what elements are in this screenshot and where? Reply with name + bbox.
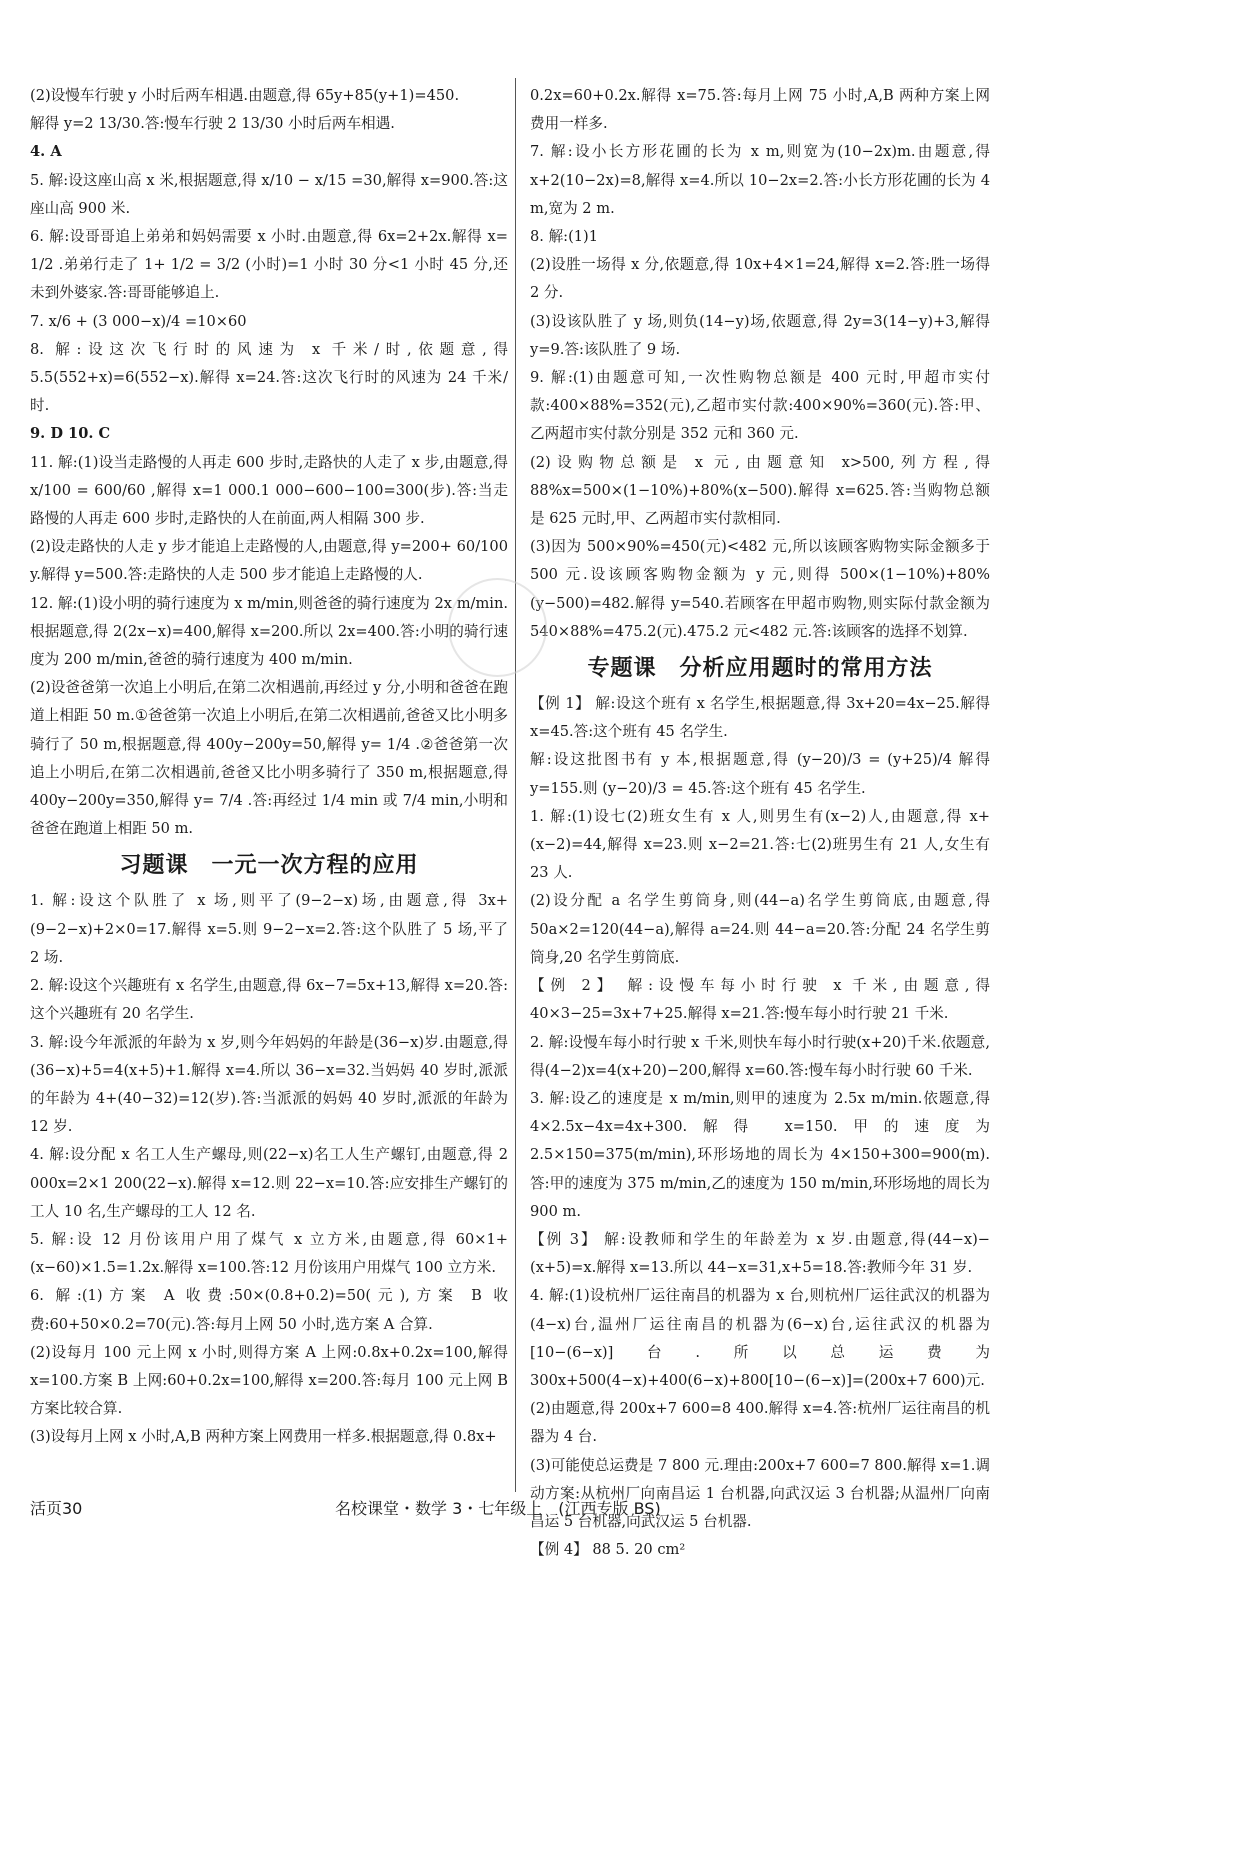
left-para-9: (2)设走路快的人走 y 步才能追上走路慢的人,由题意,得 y=200+ 60/100 y.解得 y=500.答:走路快的人走 500 步才能追上走路慢的人. <box>30 538 508 584</box>
right-para2-6: 3. 解:设乙的速度是 x m/min,则甲的速度为 2.5x m/min.依题意,得 4×2.5x−4x=4x+300.解得 x=150.甲的速度为 2.5×150=375(m/min),环形场地的周长为 4×150+300=900(m).答:甲的速度为 375 m/min,乙的速度为 150 m/min,环形场地的周长为 900 m. <box>530 1089 990 1220</box>
right-para2-4: 【例 2】 解:设慢车每小时行驶 x 千米,由题意,得 40×3−25=3x+7+25.解得 x=21.答:慢车每小时行驶 21 千米. <box>530 977 990 1023</box>
right-para2-0: 【例 1】 解:设这个班有 x 名学生,根据题意,得 3x+20=4x−25.解得 x=45.答:这个班有 45 名学生. <box>530 695 990 741</box>
left-para2-6: (2)设每月 100 元上网 x 小时,则得方案 A 上网:0.8x+0.2x=100,解得 x=100.方案 B 上网:60+0.2x=100,解得 x=200.答:每月 100 元上网 B 方案比较合算. <box>30 1343 508 1418</box>
right-para2-8: 4. 解:(1)设杭州厂运往南昌的机器为 x 台,则杭州厂运往武汉的机器为(4−x)台,温州厂运往南昌的机器为(6−x)台,运往武汉的机器为[10−(6−x)]台.所以总运费为 300x+500(4−x)+400(6−x)+800[10−(6−x)]=(200x+7 600)元. <box>530 1287 990 1389</box>
right-para2-1: 解:设这批图书有 y 本,根据题意,得 (y−20)/3 = (y+25)/4 解得 y=155.则 (y−20)/3 = 45.答:这个班有 45 名学生. <box>530 751 990 797</box>
page-number: 活页30 <box>30 1499 83 1518</box>
right-para-5: 9. 解:(1)由题意可知,一次性购物总额是 400 元时,甲超市实付款:400×88%=352(元),乙超市实付款:400×90%=360(元).答:甲、乙两超市实付款分别是 352 元和 360 元. <box>530 369 990 443</box>
right-para2-7: 【例 3】 解:设教师和学生的年龄差为 x 岁.由题意,得(44−x)−(x+5)=x.解得 x=13.所以 44−x=31,x+5=18.答:教师今年 31 岁. <box>530 1230 990 1277</box>
left-para-3: 5. 解:设这座山高 x 米,根据题意,得 x/10 − x/15 =30,解得 x=900.答:这座山高 900 米. <box>30 171 508 217</box>
left-para2-5: 6. 解:(1)方案 A 收费:50×(0.8+0.2)=50(元),方案 B 收费:60+50×0.2=70(元).答:每月上网 50 小时,选方案 A 合算. <box>30 1287 508 1333</box>
right-para-4: (3)设该队胜了 y 场,则负(14−y)场,依题意,得 2y=3(14−y)+3,解得 y=9.答:该队胜了 9 场. <box>530 312 990 358</box>
right-para2-10: (3)可能使总运费是 7 800 元.理由:200x+7 600=7 800.解得 x=1.调动方案:从杭州厂向南昌运 1 台机器,向武汉运 3 台机器;从温州厂向南昌运 5 台机器,向武汉运 5 台机器. <box>530 1456 990 1530</box>
right-para-3: (2)设胜一场得 x 分,依题意,得 10x+4×1=24,解得 x=2.答:胜一场得 2 分. <box>530 256 990 302</box>
left-para-1: 解得 y=2 13/30.答:慢车行驶 2 13/30 小时后两车相遇. <box>30 115 395 133</box>
left-para-2: 4. A <box>30 143 62 161</box>
section-title-exercise: 习题课 一元一次方程的应用 <box>119 853 419 879</box>
left-para2-3: 4. 解:设分配 x 名工人生产螺母,则(22−x)名工人生产螺钉,由题意,得 2 000x=2×1 200(22−x).解得 x=12.则 22−x=10.答:应安排生产螺钉的工人 10 名,生产螺母的工人 12 名. <box>30 1146 508 1220</box>
book-title: 名校课堂・数学 3・七年级上 (江西专版 BS) <box>335 1499 661 1518</box>
right-para-6: (2)设购物总额是 x 元,由题意知 x>500,列方程,得 88%x=500×(1−10%)+80%(x−500).解得 x=625.答:当购物总额是 625 元时,甲、乙两超市实付款相同. <box>530 453 990 528</box>
left-para-0: (2)设慢车行驶 y 小时后两车相遇.由题意,得 65y+85(y+1)=450. <box>30 87 460 104</box>
right-para2-5: 2. 解:设慢车每小时行驶 x 千米,则快车每小时行驶(x+20)千米.依题意,得(4−2)x=4(x+20)−200,解得 x=60.答:慢车每小时行驶 60 千米. <box>530 1033 990 1079</box>
right-column <box>530 82 990 1564</box>
right-para2-9: (2)由题意,得 200x+7 600=8 400.解得 x=4.答:杭州厂运往南昌的机器为 4 台. <box>530 1400 990 1446</box>
watermark-stamp <box>448 578 547 677</box>
right-para2-3: (2)设分配 a 名学生剪筒身,则(44−a)名学生剪筒底,由题意,得 50a×2=120(44−a),解得 a=24.则 44−a=20.答:分配 24 名学生剪筒身,20 名学生剪筒底. <box>530 892 990 966</box>
left-para-5: 7. x/6 + (3 000−x)/4 =10×60 <box>30 312 247 330</box>
left-column <box>30 82 508 1452</box>
right-para-0: 0.2x=60+0.2x.解得 x=75.答:每月上网 75 小时,A,B 两种方案上网费用一样多. <box>530 87 990 133</box>
left-para2-0: 1. 解:设这个队胜了 x 场,则平了(9−2−x)场,由题意,得 3x+(9−2−x)+2×0=17.解得 x=5.则 9−2−x=2.答:这个队胜了 5 场,平了 2 场. <box>30 892 508 966</box>
right-para-7: (3)因为 500×90%=450(元)<482 元,所以该顾客购物实际金额多于 500 元.设该顾客购物金额为 y 元,则得 500×(1−10%)+80%(y−500)=482.解得 y=540.若顾客在甲超市购物,则实际付款金额为 540×88%=475.2(元).475.2 元<482 元.答:该顾客的选择不划算. <box>530 538 990 640</box>
column-divider <box>515 78 516 1492</box>
page-footer <box>30 1496 990 1522</box>
left-para-8: 11. 解:(1)设当走路慢的人再走 600 步时,走路快的人走了 x 步,由题意,得 x/100 = 600/60 ,解得 x=1 000.1 000−600−100=300(步).答:当走路慢的人再走 600 步时,走路快的人在前面,两人相隔 300 步. <box>30 453 508 528</box>
left-para-10: 12. 解:(1)设小明的骑行速度为 x m/min,则爸爸的骑行速度为 2x m/min.根据题意,得 2(2x−x)=400,解得 x=200.所以 2x=400.答:小明的骑行速度为 200 m/min,爸爸的骑行速度为 400 m/min. <box>30 594 508 669</box>
left-para-11: (2)设爸爸第一次追上小明后,在第二次相遇前,再经过 y 分,小明和爸爸在跑道上相距 50 m.①爸爸第一次追上小明后,在第二次相遇前,爸爸又比小明多骑行了 50 m,根据题意,得 400y−200y=50,解得 y= 1/4 .②爸爸第一次追上小明后,在第二次相遇前,爸爸又比小明多骑行了 350 m,根据题意,得 400y−200y=350,解得 y= 7/4 .答:再经过 1/4 min 或 7/4 min,小明和爸爸在跑道上相距 50 m. <box>30 679 508 838</box>
left-para2-1: 2. 解:设这个兴趣班有 x 名学生,由题意,得 6x−7=5x+13,解得 x=20.答:这个兴趣班有 20 名学生. <box>30 977 508 1023</box>
right-para2-11: 【例 4】 88 5. 20 cm² <box>530 1541 686 1559</box>
section-title-topic: 专题课 分析应用题时的常用方法 <box>587 656 933 682</box>
right-para-2: 8. 解:(1)1 <box>530 228 599 246</box>
left-para2-7: (3)设每月上网 x 小时,A,B 两种方案上网费用一样多.根据题意,得 0.8x+ <box>30 1428 497 1446</box>
left-para-4: 6. 解:设哥哥追上弟弟和妈妈需要 x 小时.由题意,得 6x=2+2x.解得 x= 1/2 .弟弟行走了 1+ 1/2 = 3/2 (小时)=1 小时 30 分<1 小时 45 分,还未到外婆家.答:哥哥能够追上. <box>30 228 508 302</box>
right-para-1: 7. 解:设小长方形花圃的长为 x m,则宽为(10−2x)m.由题意,得 x+2(10−2x)=8,解得 x=4.所以 10−2x=2.答:小长方形花圃的长为 4 m,宽为 2 m. <box>530 143 990 217</box>
left-para-7: 9. D 10. C <box>30 425 111 443</box>
left-para2-2: 3. 解:设今年派派的年龄为 x 岁,则今年妈妈的年龄是(36−x)岁.由题意,得(36−x)+5=4(x+5)+1.解得 x=4.所以 36−x=32.当妈妈 40 岁时,派派的年龄为 4+(40−32)=12(岁).答:当派派的妈妈 40 岁时,派派的年龄为 12 岁. <box>30 1033 508 1136</box>
right-para2-2: 1. 解:(1)设七(2)班女生有 x 人,则男生有(x−2)人,由题意,得 x+(x−2)=44,解得 x=23.则 x−2=21.答:七(2)班男生有 21 人,女生有 23 人. <box>530 807 990 882</box>
left-para-6: 8. 解:设这次飞行时的风速为 x 千米/时,依题意,得 5.5(552+x)=6(552−x).解得 x=24.答:这次飞行时的风速为 24 千米/时. <box>30 340 508 415</box>
left-para2-4: 5. 解:设 12 月份该用户用了煤气 x 立方米,由题意,得 60×1+(x−60)×1.5=1.2x.解得 x=100.答:12 月份该用户用煤气 100 立方米. <box>30 1230 508 1277</box>
